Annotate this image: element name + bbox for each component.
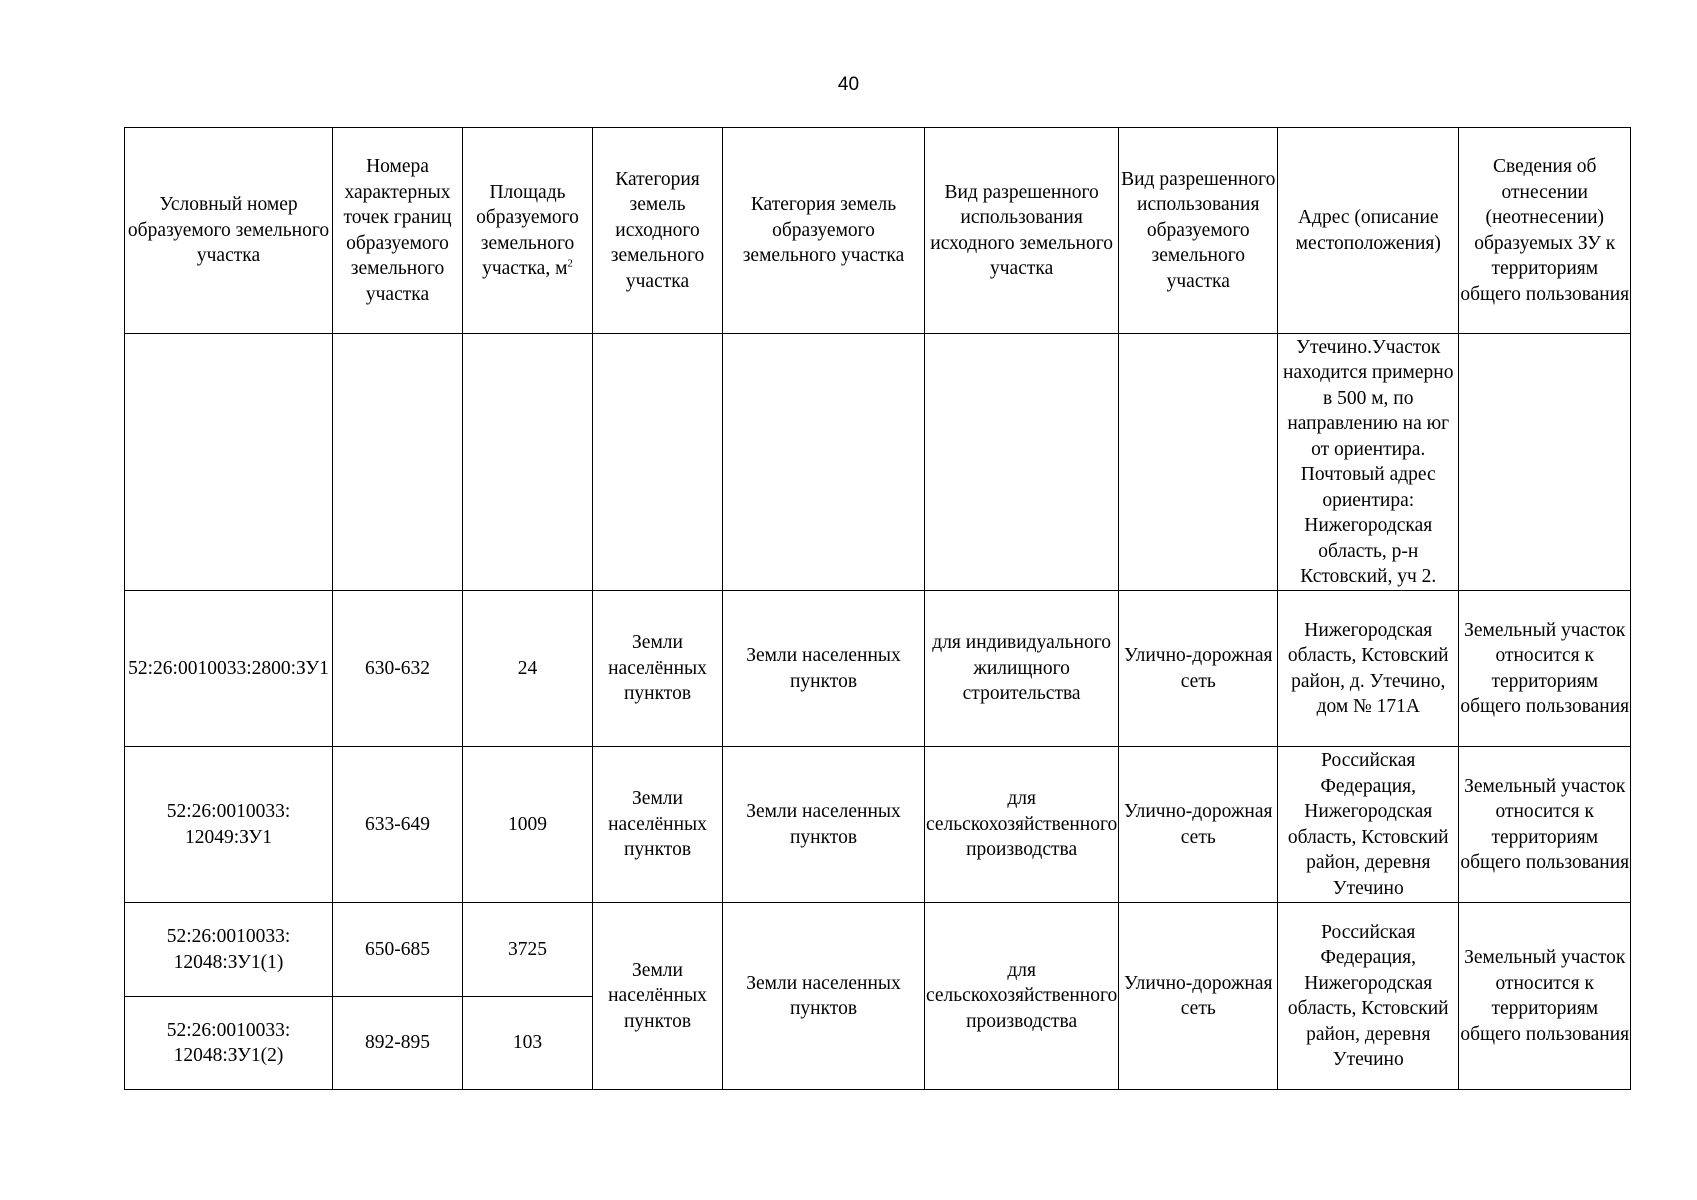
public-status: Земельный участок относится к территориям общего пользования [1459, 903, 1631, 1090]
plot-area: 3725 [463, 903, 593, 997]
plot-number: 52:26:0010033:2800:ЗУ1 [125, 591, 333, 747]
plot-number: 52:26:0010033: 12048:ЗУ1(1) [125, 903, 333, 997]
boundary-points: 630-632 [333, 591, 463, 747]
public-status: Земельный участок относится к территориям общего пользования [1459, 591, 1631, 747]
use-new: Улично-дорожная сеть [1119, 903, 1278, 1090]
address-cell: Утечино.Участок находится примерно в 500 м, по направлению на юг от ориентира. Почтовый адрес ориентира: Нижегородская область, р-н Кстовский, уч 2. [1278, 334, 1459, 591]
boundary-points: 650-685 [333, 903, 463, 997]
header-boundary-points: Номера характерных точек границ образуемого земельного участка [333, 128, 463, 334]
table-row [125, 591, 1631, 747]
category-new: Земли населенных пунктов [723, 747, 925, 903]
category-source: Земли населённых пунктов [593, 591, 723, 747]
header-use-source: Вид разрешенного использования исходного земельного участка [925, 128, 1119, 334]
plot-area: 103 [463, 997, 593, 1090]
boundary-points: 892-895 [333, 997, 463, 1090]
category-new: Земли населенных пунктов [723, 903, 925, 1090]
use-source: для сельскохозяйственного производства [925, 747, 1119, 903]
empty-cell [125, 334, 333, 591]
use-new: Улично-дорожная сеть [1119, 591, 1278, 747]
category-source: Земли населённых пунктов [593, 903, 723, 1090]
address-cell: Российская Федерация, Нижегородская область, Кстовский район, деревня Утечино [1278, 903, 1459, 1090]
empty-cell [333, 334, 463, 591]
plot-number: 52:26:0010033: 12049:ЗУ1 [125, 747, 333, 903]
header-conditional-number: Условный номер образуемого земельного участка [125, 128, 333, 334]
empty-cell [723, 334, 925, 591]
empty-cell [1459, 334, 1631, 591]
table-row [125, 747, 1631, 903]
empty-cell [463, 334, 593, 591]
plot-area: 24 [463, 591, 593, 747]
empty-cell [925, 334, 1119, 591]
boundary-points: 633-649 [333, 747, 463, 903]
category-new: Земли населенных пунктов [723, 591, 925, 747]
header-use-new: Вид разрешенного использования образуемого земельного участка [1119, 128, 1278, 334]
header-area-label: Площадь образуемого земельного участка, м [476, 181, 579, 279]
category-source: Земли населённых пунктов [593, 747, 723, 903]
header-address: Адрес (описание местоположения) [1278, 128, 1459, 334]
plot-area: 1009 [463, 747, 593, 903]
continuation-row [125, 334, 1631, 591]
header-row [125, 128, 1631, 334]
table-row [125, 903, 1631, 997]
header-category-source: Категория земель исходного земельного участка [593, 128, 723, 334]
empty-cell [1119, 334, 1278, 591]
header-area [463, 128, 593, 334]
header-category-new: Категория земель образуемого земельного участка [723, 128, 925, 334]
use-source: для индивидуального жилищного строительства [925, 591, 1119, 747]
use-source: для сельскохозяйственного производства [925, 903, 1119, 1090]
plot-number: 52:26:0010033: 12048:ЗУ1(2) [125, 997, 333, 1090]
address-cell: Нижегородская область, Кстовский район, д. Утечино, дом № 171А [1278, 591, 1459, 747]
page-number: 40 [837, 74, 860, 95]
public-status: Земельный участок относится к территориям общего пользования [1459, 747, 1631, 903]
land-plots-table [124, 127, 1631, 1090]
address-cell: Российская Федерация, Нижегородская область, Кстовский район, деревня Утечино [1278, 747, 1459, 903]
header-public-status: Сведения об отнесении (неотнесении) образуемых ЗУ к территориям общего пользования [1459, 128, 1631, 334]
use-new: Улично-дорожная сеть [1119, 747, 1278, 903]
header-area-exponent: 2 [567, 257, 573, 270]
empty-cell [593, 334, 723, 591]
